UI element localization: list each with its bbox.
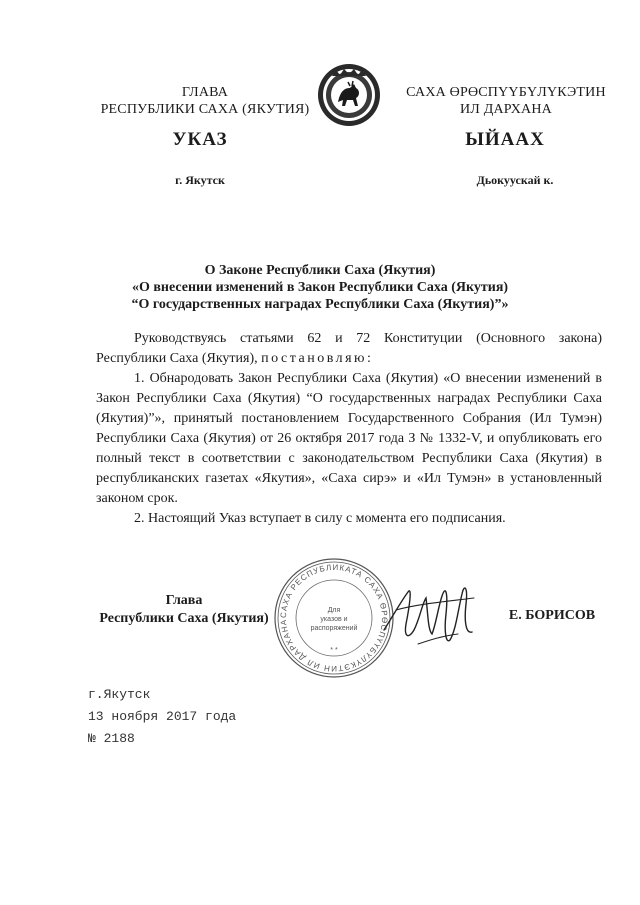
city-left: г. Якутск bbox=[175, 173, 225, 187]
registration-date: 13 ноября 2017 года bbox=[88, 709, 237, 724]
header-left bbox=[80, 84, 330, 118]
registration-block bbox=[88, 684, 348, 750]
header-right bbox=[392, 84, 620, 118]
stamp-ring-text: САХА РЕСПУБЛИКАТА САХА ӨРӨСПҮҮБҮЛҮКЭТИН ИЛ ДАРХАНА bbox=[278, 562, 390, 674]
subject-line3: “О государственных наградах Республики Саха (Якутия)”» bbox=[131, 297, 509, 312]
signatory-title bbox=[86, 592, 282, 628]
city-right: Дьокуускай к. bbox=[476, 173, 554, 187]
registration-number: № 2188 bbox=[88, 731, 135, 746]
stamp-center-line2: указов и bbox=[320, 616, 348, 623]
item-2: 2. Настоящий Указ вступает в силу с момента его подписания. bbox=[134, 511, 506, 526]
item-1: 1. Обнародовать Закон Республики Саха (Якутия) «О внесении изменений в Закон Республики Саха (Якутия) “О государственных наградах Республики Саха (Якутия)”», принятый постановлением Государственного Собрания (Ил Тумэн) Республики Саха (Якутия) от 26 октября 2017 года З № 1332-V, и опубликовать его полный текст в соответствии с законодательством Республики Саха (Якутия) в республиканских газетах «Якутия», «Саха сирэ» и «Ил Тумэн» в установленный законом срок. bbox=[96, 371, 602, 506]
svg-text:* *: * * bbox=[330, 647, 338, 654]
header-left-line2: РЕСПУБЛИКИ САХА (ЯКУТИЯ) bbox=[100, 102, 310, 117]
handwritten-signature bbox=[378, 574, 482, 658]
title-ukaz: УКАЗ bbox=[172, 129, 228, 150]
decree-subject bbox=[0, 262, 640, 313]
registration-place: г.Якутск bbox=[88, 687, 151, 702]
coat-of-arms-emblem bbox=[316, 62, 382, 128]
preamble-paragraph: Руководствуясь статьями 62 и 72 Конституции (Основного закона) Республики Саха (Якутия), постановляю: bbox=[96, 331, 602, 366]
signatory-name: Е. БОРИСОВ bbox=[508, 608, 596, 623]
signature-icon bbox=[378, 574, 482, 658]
signatory-title-line1: Глава bbox=[165, 593, 203, 608]
preamble-text: Руководствуясь статьями 62 и 72 Конституции (Основного закона) Республики Саха (Якутия), bbox=[96, 331, 602, 366]
subject-line1: О Законе Республики Саха (Якутия) bbox=[204, 263, 436, 278]
signatory-title-line2: Республики Саха (Якутия) bbox=[99, 611, 269, 626]
header-left-line1: ГЛАВА bbox=[181, 85, 229, 100]
stamp-center-line1: Для bbox=[327, 607, 341, 614]
decree-body bbox=[96, 329, 602, 529]
decree-word: постановляю bbox=[261, 351, 368, 366]
header-right-line2: ИЛ ДАРХАНА bbox=[459, 102, 552, 117]
header-right-line1: САХА ӨРӨСПҮҮБҮЛҮКЭТИН bbox=[406, 85, 606, 100]
stamp-center-line3: распоряжений bbox=[310, 625, 358, 632]
subject-line2: «О внесении изменений в Закон Республики Саха (Якутия) bbox=[131, 280, 509, 295]
title-yiyaakh: ЫЙААХ bbox=[465, 129, 545, 150]
emblem-icon bbox=[316, 62, 382, 128]
